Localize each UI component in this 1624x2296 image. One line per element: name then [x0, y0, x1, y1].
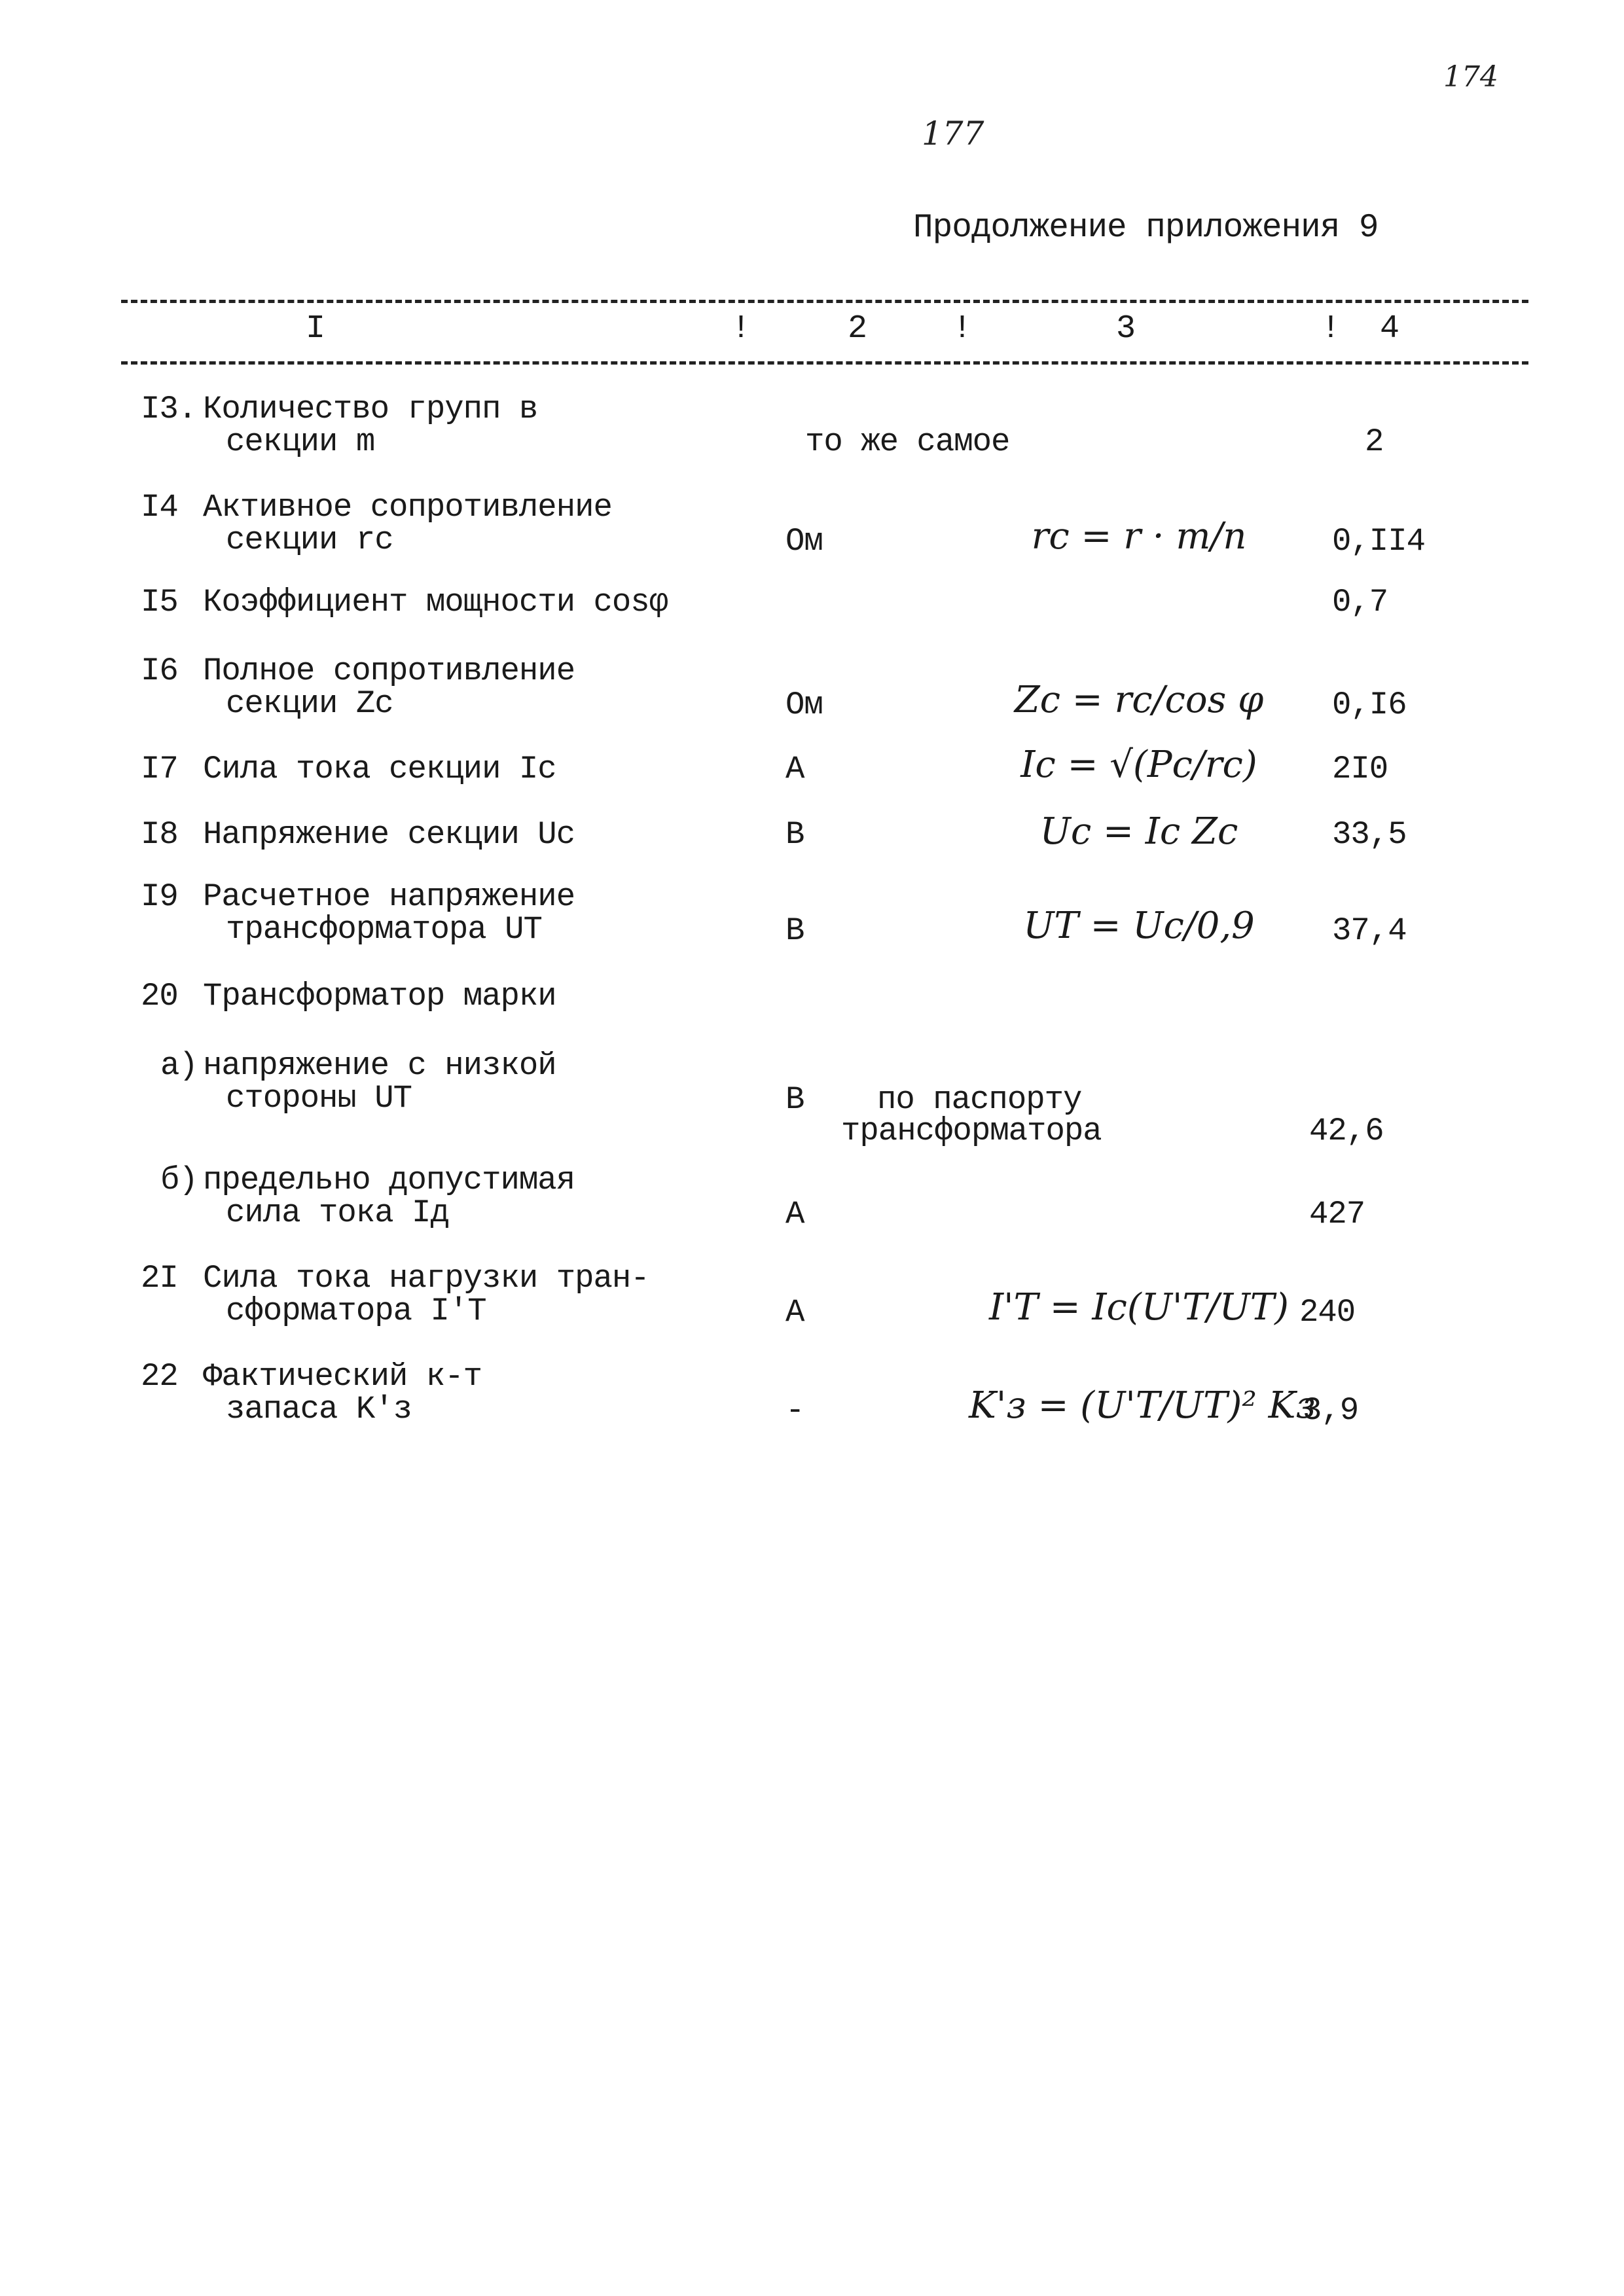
row-unit: В [785, 816, 804, 853]
row-number: I3. [141, 391, 197, 427]
row-name-line-1: Трансформатор марки [203, 978, 556, 1014]
row-value: 37,4 [1332, 912, 1407, 949]
row-unit: В [785, 1081, 804, 1118]
column-separator: ! [731, 310, 751, 348]
row-formula: rc = r · m/n [1031, 515, 1247, 558]
row-value: 0,7 [1332, 584, 1388, 620]
row-number: I4 [141, 489, 178, 526]
row-value: 3,9 [1303, 1392, 1359, 1429]
row-number: I5 [141, 584, 178, 620]
page-number-right: 174 [1443, 60, 1498, 94]
row-value: 42,6 [1309, 1113, 1384, 1149]
row-name-line-2: стороны UT [226, 1080, 412, 1117]
row-name-line-2: секции m [226, 423, 375, 460]
row-unit: Ом [785, 687, 823, 723]
row-value: 427 [1309, 1196, 1365, 1232]
row-name-line-1: Напряжение секции Uc [203, 816, 575, 853]
row-name-line-1: Фактический к-т [203, 1358, 482, 1395]
row-name-line-1: Сила тока нагрузки тран- [203, 1260, 649, 1297]
row-number: I7 [141, 751, 178, 787]
row-name-line-1: Коэффициент мощности cosφ [203, 584, 668, 620]
row-number: I6 [141, 653, 178, 689]
row-unit: А [785, 751, 804, 787]
table-header-bottom-rule [121, 361, 1528, 365]
row-value: 2I0 [1332, 751, 1388, 787]
row-formula: K'з = (U'T/UT)² Kз [969, 1384, 1316, 1427]
row-unit: В [785, 912, 804, 949]
row-formula: Zc = rc/cos φ [1014, 679, 1264, 721]
row-number: 20 [141, 978, 178, 1014]
row-number: б) [160, 1162, 198, 1198]
table-row [0, 878, 1624, 949]
row-name-line-1: напряжение с низкой [203, 1047, 556, 1084]
table-header-top-rule [121, 300, 1528, 303]
row-formula: Uc = Ic Zc [1039, 810, 1238, 853]
page-heading: Продолжение приложения 9 [913, 209, 1379, 247]
row-name-line-2: сформатора I'T [226, 1293, 486, 1329]
row-number: 2I [141, 1260, 178, 1297]
row-number: 22 [141, 1358, 178, 1395]
row-name-line-1: Количество групп в [203, 391, 538, 427]
row-name-line-1: Полное сопротивление [203, 653, 575, 689]
table-row [0, 1047, 1624, 1149]
row-value: 33,5 [1332, 816, 1407, 853]
row-note-line-1: по паспорту [877, 1081, 1082, 1118]
row-value: 2 [1365, 423, 1384, 460]
row-name-line-1: Расчетное напряжение [203, 878, 575, 915]
row-number: а) [160, 1047, 198, 1084]
column-header-3: 3 [1116, 310, 1136, 348]
row-name-line-1: Активное сопротивление [203, 489, 612, 526]
row-name-line-2: секции Zc [226, 685, 393, 722]
row-unit: А [785, 1294, 804, 1331]
column-header-4: 4 [1380, 310, 1400, 348]
row-value: 0,I6 [1332, 687, 1407, 723]
row-unit: - [785, 1392, 804, 1429]
row-number: I8 [141, 816, 178, 853]
row-unit: А [785, 1196, 804, 1232]
row-name-line-2: сила тока Iд [226, 1194, 449, 1231]
row-name-line-1: предельно допустимая [203, 1162, 575, 1198]
row-name-line-1: Сила тока секции Ic [203, 751, 556, 787]
column-separator: ! [1321, 310, 1341, 348]
row-name-line-2: трансформатора UT [226, 911, 542, 948]
row-unit: Ом [785, 523, 823, 560]
row-name-line-2: секции rc [226, 522, 393, 558]
row-formula: UT = Uc/0,9 [1023, 905, 1255, 947]
row-formula: Ic = √(Pc/rc) [1020, 744, 1257, 786]
row-value: 0,II4 [1332, 523, 1426, 560]
row-value: 240 [1299, 1294, 1356, 1331]
column-separator: ! [952, 310, 973, 348]
row-name-line-2: запаса K'з [226, 1391, 412, 1427]
table-row [0, 1358, 1624, 1429]
column-header-1: I [306, 310, 326, 348]
table-row [0, 489, 1624, 560]
table-row [0, 1260, 1624, 1331]
table-row [0, 810, 1624, 853]
column-header-2: 2 [848, 310, 868, 348]
row-note-line-2: трансформатора [841, 1113, 1102, 1149]
row-formula: I'T = Ic(U'T/UT) [989, 1286, 1289, 1329]
row-formula-text: то же самое [805, 423, 1010, 460]
page-number-center: 177 [922, 115, 984, 152]
row-number: I9 [141, 878, 178, 915]
